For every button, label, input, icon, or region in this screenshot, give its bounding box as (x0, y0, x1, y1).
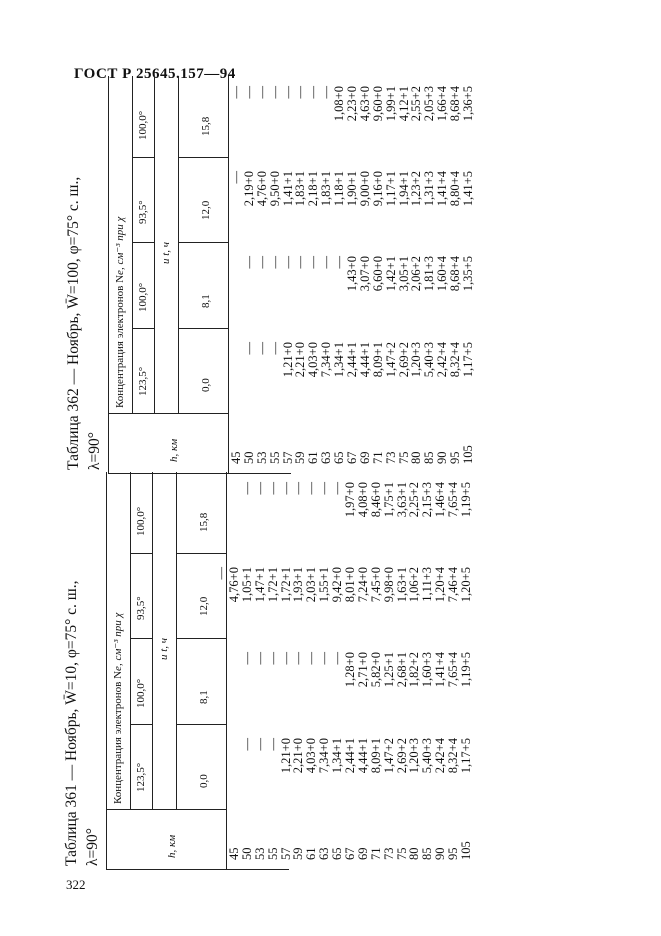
h-value: 90 (433, 847, 448, 860)
data-cell: 1,21+0 (280, 342, 295, 378)
data-cell: 4,03+0 (306, 342, 321, 378)
data-cell: — (291, 482, 306, 495)
data-cell: 1,08+0 (332, 86, 347, 122)
data-cell: — (293, 86, 308, 99)
data-cell: 1,42+1 (383, 256, 398, 292)
data-cell: 4,76+0 (254, 171, 269, 207)
h-value: 55 (267, 451, 282, 464)
data-cell: 1,36+5 (461, 86, 476, 122)
h-value: 50 (239, 847, 254, 860)
data-cell: — (239, 482, 254, 495)
rule-col-3 (130, 553, 152, 554)
table-title: Таблица 362 — Ноябрь, W̄=100, φ=75° с. ш., (65, 176, 82, 470)
h-column (230, 424, 475, 464)
h-value: 95 (446, 847, 461, 860)
table-grid (106, 472, 474, 870)
rule-col-1 (132, 328, 154, 329)
h-header: h, км (166, 834, 178, 858)
t-value: 12,0 (200, 200, 212, 220)
data-cell: — (317, 652, 332, 665)
concentration-tail: e, см⁻³ при χ (112, 612, 124, 671)
data-cell: 2,23+0 (345, 86, 360, 122)
t-value: 12,0 (198, 596, 210, 616)
data-cell: 8,01+0 (343, 567, 357, 603)
data-cell: 1,23+2 (409, 171, 424, 207)
rule-left (106, 869, 289, 870)
h-value: 80 (409, 451, 424, 464)
data-cell: 4,03+0 (304, 738, 319, 774)
h-value: 45 (227, 847, 241, 860)
data-cell: 9,00+0 (357, 171, 372, 207)
rule-col-1 (130, 724, 152, 725)
h-value: 50 (241, 451, 256, 464)
t-value: 15,8 (198, 512, 210, 532)
table-title: Таблица 361 — Ноябрь, W̄=10, φ=75° с. ш., (63, 580, 80, 866)
data-cell: 2,06+2 (409, 256, 424, 292)
data-cell: 9,42+0 (330, 567, 345, 603)
data-cell: 1,19+5 (459, 482, 474, 518)
data-cell: 4,08+0 (355, 482, 370, 518)
rule-t-col-2 (176, 638, 226, 639)
data-cell: 1,47+1 (252, 567, 267, 603)
rule-chi (154, 76, 155, 414)
data-cell: 5,40+3 (422, 342, 437, 378)
data-cell: — (265, 482, 280, 495)
data-cell: — (330, 652, 345, 665)
data-cell: 1,20+3 (409, 342, 424, 378)
data-cell: 1,20+3 (407, 738, 422, 774)
t-value: 0,0 (198, 774, 210, 788)
rule-group (130, 472, 131, 810)
data-cell: — (241, 86, 256, 99)
data-cell: — (252, 652, 267, 665)
data-cell: 1,97+0 (343, 482, 358, 518)
data-cell: 2,05+3 (422, 86, 437, 122)
concentration-tail: e, см⁻³ при χ (114, 216, 126, 275)
data-cell: 9,50+0 (267, 171, 282, 207)
rule-t-col-3 (178, 157, 228, 158)
concentration-header (111, 613, 124, 804)
data-cell: 1,05+1 (239, 567, 254, 603)
h-value: 69 (355, 847, 370, 860)
data-column-2 (243, 256, 475, 326)
data-cell: 1,72+1 (278, 567, 293, 603)
data-cell: 2,18+1 (306, 171, 321, 207)
data-cell: 1,21+0 (278, 738, 293, 774)
data-cell: — (229, 171, 243, 184)
data-cell: 1,60+3 (420, 652, 435, 688)
data-cell: — (293, 256, 308, 269)
data-cell: 2,69+2 (394, 738, 409, 774)
data-cell: 9,60+0 (370, 86, 385, 122)
data-cell: 8,09+1 (368, 738, 383, 774)
h-value: 61 (306, 451, 321, 464)
rule-t (176, 472, 177, 810)
data-cell: 1,63+1 (394, 567, 409, 603)
h-value: 95 (448, 451, 463, 464)
data-cell: 1,47+2 (383, 342, 398, 378)
data-cell: 7,65+4 (446, 482, 461, 518)
data-cell: 7,45+0 (368, 567, 383, 603)
data-column-4 (230, 86, 475, 156)
data-cell: 3,63+1 (394, 482, 409, 518)
h-value: 53 (254, 451, 269, 464)
data-column-2 (241, 652, 473, 722)
data-cell: — (304, 482, 319, 495)
t-value: 8,1 (198, 690, 210, 704)
rule-h (108, 413, 228, 414)
data-cell: 1,99+1 (383, 86, 398, 122)
data-cell: — (330, 482, 345, 495)
table-361 (62, 470, 474, 870)
data-cell: — (254, 86, 269, 99)
data-cell: — (252, 738, 267, 751)
h-value: 65 (330, 847, 345, 860)
data-cell: 8,32+4 (446, 738, 461, 774)
h-header: h, км (168, 438, 180, 462)
h-value: 75 (396, 451, 411, 464)
data-column-4 (241, 482, 473, 552)
chi-value: 100,0° (137, 282, 149, 312)
data-cell: 2,71+0 (355, 652, 370, 688)
chi-value: 100,0° (135, 678, 147, 708)
data-cell: — (319, 86, 334, 99)
h-value: 55 (265, 847, 280, 860)
rule-col-2 (130, 638, 152, 639)
data-cell: 1,82+2 (407, 652, 422, 688)
data-cell: 1,17+1 (383, 171, 398, 207)
data-cell: 1,83+1 (293, 171, 308, 207)
data-cell: — (278, 652, 293, 665)
data-cell: 1,55+1 (317, 567, 332, 603)
chi-value: 123,5° (137, 366, 149, 396)
h-value: 75 (394, 847, 409, 860)
data-cell: 7,34+0 (319, 342, 334, 378)
h-value: 71 (370, 451, 385, 464)
data-cell: 2,55+2 (409, 86, 424, 122)
data-cell: 1,20+5 (459, 567, 474, 603)
data-cell: 1,19+5 (459, 652, 474, 688)
page-header: ГОСТ Р 25645.157—94 (74, 66, 236, 82)
data-cell: 1,66+4 (435, 86, 450, 122)
data-column-3 (230, 171, 475, 241)
h-value: 59 (293, 451, 308, 464)
h-value: 80 (407, 847, 422, 860)
data-cell: 1,90+1 (345, 171, 360, 207)
data-cell: 1,31+3 (422, 171, 437, 207)
data-cell: — (267, 86, 282, 99)
t-label: и t, ч (158, 637, 170, 660)
data-cell: 1,81+3 (422, 256, 437, 292)
h-value: 105 (459, 841, 474, 860)
data-cell: — (229, 86, 243, 99)
data-cell: — (214, 567, 229, 580)
data-cell: 2,15+3 (420, 482, 435, 518)
data-cell: 2,21+0 (293, 342, 308, 378)
h-value: 57 (280, 451, 295, 464)
data-cell: 8,09+1 (370, 342, 385, 378)
data-cell: 1,06+2 (407, 567, 422, 603)
data-cell: 7,65+4 (446, 652, 461, 688)
data-cell: — (306, 86, 321, 99)
data-cell: 5,40+3 (420, 738, 435, 774)
data-cell: — (239, 652, 254, 665)
h-value: 105 (461, 445, 476, 464)
data-cell: 1,28+0 (343, 652, 358, 688)
t-value: 0,0 (200, 378, 212, 392)
t-label: и t, ч (160, 241, 172, 264)
data-cell: — (267, 342, 282, 355)
data-cell: 1,34+1 (330, 738, 345, 774)
data-cell: — (254, 342, 269, 355)
data-cell: 1,60+4 (435, 256, 450, 292)
data-cell: 2,69+2 (396, 342, 411, 378)
data-cell: 1,34+1 (332, 342, 347, 378)
chi-value: 93,5° (135, 596, 147, 620)
data-cell: 1,93+1 (291, 567, 306, 603)
data-cell: 2,19+0 (241, 171, 256, 207)
chi-value: 100,0° (137, 110, 149, 140)
rule-col-3 (132, 157, 154, 158)
data-cell: 4,12+1 (396, 86, 411, 122)
table-grid (108, 76, 476, 474)
h-value: 73 (381, 847, 396, 860)
data-cell: 1,17+5 (461, 342, 476, 378)
rule-t-col-2 (178, 242, 228, 243)
h-value: 53 (252, 847, 267, 860)
h-value: 45 (229, 451, 243, 464)
data-cell: 7,24+0 (355, 567, 370, 603)
data-cell: 5,82+0 (368, 652, 383, 688)
data-cell: — (278, 482, 293, 495)
t-value: 8,1 (200, 294, 212, 308)
h-value: 57 (278, 847, 293, 860)
data-cell: — (280, 86, 295, 99)
data-cell: — (306, 256, 321, 269)
data-cell: 4,76+0 (226, 567, 241, 603)
data-cell: 1,25+1 (381, 652, 396, 688)
concentration-header (113, 217, 126, 408)
h-value: 59 (291, 847, 306, 860)
data-cell: 1,83+1 (319, 171, 334, 207)
data-cell: — (304, 652, 319, 665)
data-column-1 (241, 738, 473, 808)
data-cell: 2,68+1 (394, 652, 409, 688)
h-value: 61 (304, 847, 319, 860)
data-cell: — (239, 738, 254, 751)
h-value: 67 (343, 847, 358, 860)
data-cell: 1,94+1 (396, 171, 411, 207)
data-cell: 8,68+4 (448, 86, 463, 122)
data-cell: — (267, 256, 282, 269)
data-cell: 6,60+0 (370, 256, 385, 292)
data-cell: — (265, 652, 280, 665)
h-value: 63 (319, 451, 334, 464)
h-value: 73 (383, 451, 398, 464)
data-cell: — (241, 342, 256, 355)
rule-top (108, 76, 109, 474)
data-cell: 1,41+4 (433, 652, 448, 688)
data-cell: 1,11+3 (420, 567, 435, 602)
data-cell: 1,72+1 (265, 567, 280, 603)
h-value: 69 (357, 451, 372, 464)
rule-header-bottom (228, 76, 229, 474)
rule-top (106, 472, 107, 870)
data-cell: 1,46+4 (433, 482, 448, 518)
rule-chi (152, 472, 153, 810)
data-cell: — (254, 256, 269, 269)
chi-value: 100,0° (135, 506, 147, 536)
data-column-1 (243, 342, 475, 412)
data-cell: 4,44+1 (355, 738, 370, 774)
rule-header-bottom (226, 472, 227, 870)
data-cell: 9,16+0 (370, 171, 385, 207)
concentration-label: Концентрация электронов N (114, 274, 126, 408)
data-cell: — (241, 256, 256, 269)
data-cell: 2,03+1 (304, 567, 319, 603)
rule-t-col-3 (176, 553, 226, 554)
data-cell: 1,43+0 (345, 256, 360, 292)
data-cell: 8,32+4 (448, 342, 463, 378)
data-cell: — (317, 482, 332, 495)
data-cell: 4,63+0 (357, 86, 372, 122)
data-cell: 7,34+0 (317, 738, 332, 774)
page-number: 322 (66, 877, 86, 892)
data-cell: 1,41+5 (461, 171, 476, 207)
h-value: 85 (420, 847, 435, 860)
data-cell: — (291, 652, 306, 665)
data-cell: 3,07+0 (357, 256, 372, 292)
table-lambda: λ=90° (86, 432, 103, 470)
data-cell: 1,41+4 (435, 171, 450, 207)
rule-t-col-1 (176, 724, 226, 725)
h-value: 67 (345, 451, 360, 464)
data-cell: 7,46+4 (446, 567, 461, 603)
t-value: 15,8 (200, 116, 212, 136)
data-cell: 8,46+0 (368, 482, 383, 518)
table-lambda: λ=90° (84, 828, 101, 866)
data-cell: — (332, 256, 347, 269)
rule-h (106, 809, 226, 810)
data-cell: — (252, 482, 267, 495)
data-cell: 2,44+1 (345, 342, 360, 378)
data-cell: 1,47+2 (381, 738, 396, 774)
data-cell: 2,21+0 (291, 738, 306, 774)
data-cell: — (280, 256, 295, 269)
chi-value: 93,5° (137, 200, 149, 224)
data-cell: 1,20+4 (433, 567, 448, 603)
data-cell: 1,41+1 (280, 171, 295, 207)
data-cell: 2,42+4 (435, 342, 450, 378)
h-value: 71 (368, 847, 383, 860)
data-cell: 2,44+1 (343, 738, 358, 774)
data-cell: 3,05+1 (396, 256, 411, 292)
h-column (228, 820, 473, 860)
rule-left (108, 473, 291, 474)
data-cell: 8,68+4 (448, 256, 463, 292)
data-cell: 2,42+4 (433, 738, 448, 774)
h-value: 90 (435, 451, 450, 464)
data-cell: 9,98+0 (381, 567, 396, 603)
data-cell: 1,18+1 (332, 171, 347, 207)
h-value: 65 (332, 451, 347, 464)
concentration-label: Концентрация электронов N (112, 670, 124, 804)
data-cell: 4,44+1 (357, 342, 372, 378)
data-cell: — (319, 256, 334, 269)
data-cell: 1,75+1 (381, 482, 396, 518)
data-cell: 1,35+5 (461, 256, 476, 292)
data-cell: 2,25+2 (407, 482, 422, 518)
h-value: 63 (317, 847, 332, 860)
data-cell: 8,80+4 (448, 171, 463, 207)
data-column-3 (215, 567, 473, 637)
rule-col-2 (132, 242, 154, 243)
rule-group (132, 76, 133, 414)
h-value: 85 (422, 451, 437, 464)
data-cell: 1,17+5 (459, 738, 474, 774)
rule-t-col-1 (178, 328, 228, 329)
data-cell: — (265, 738, 280, 751)
rule-t (178, 76, 179, 414)
chi-value: 123,5° (135, 762, 147, 792)
table-362 (64, 74, 476, 474)
